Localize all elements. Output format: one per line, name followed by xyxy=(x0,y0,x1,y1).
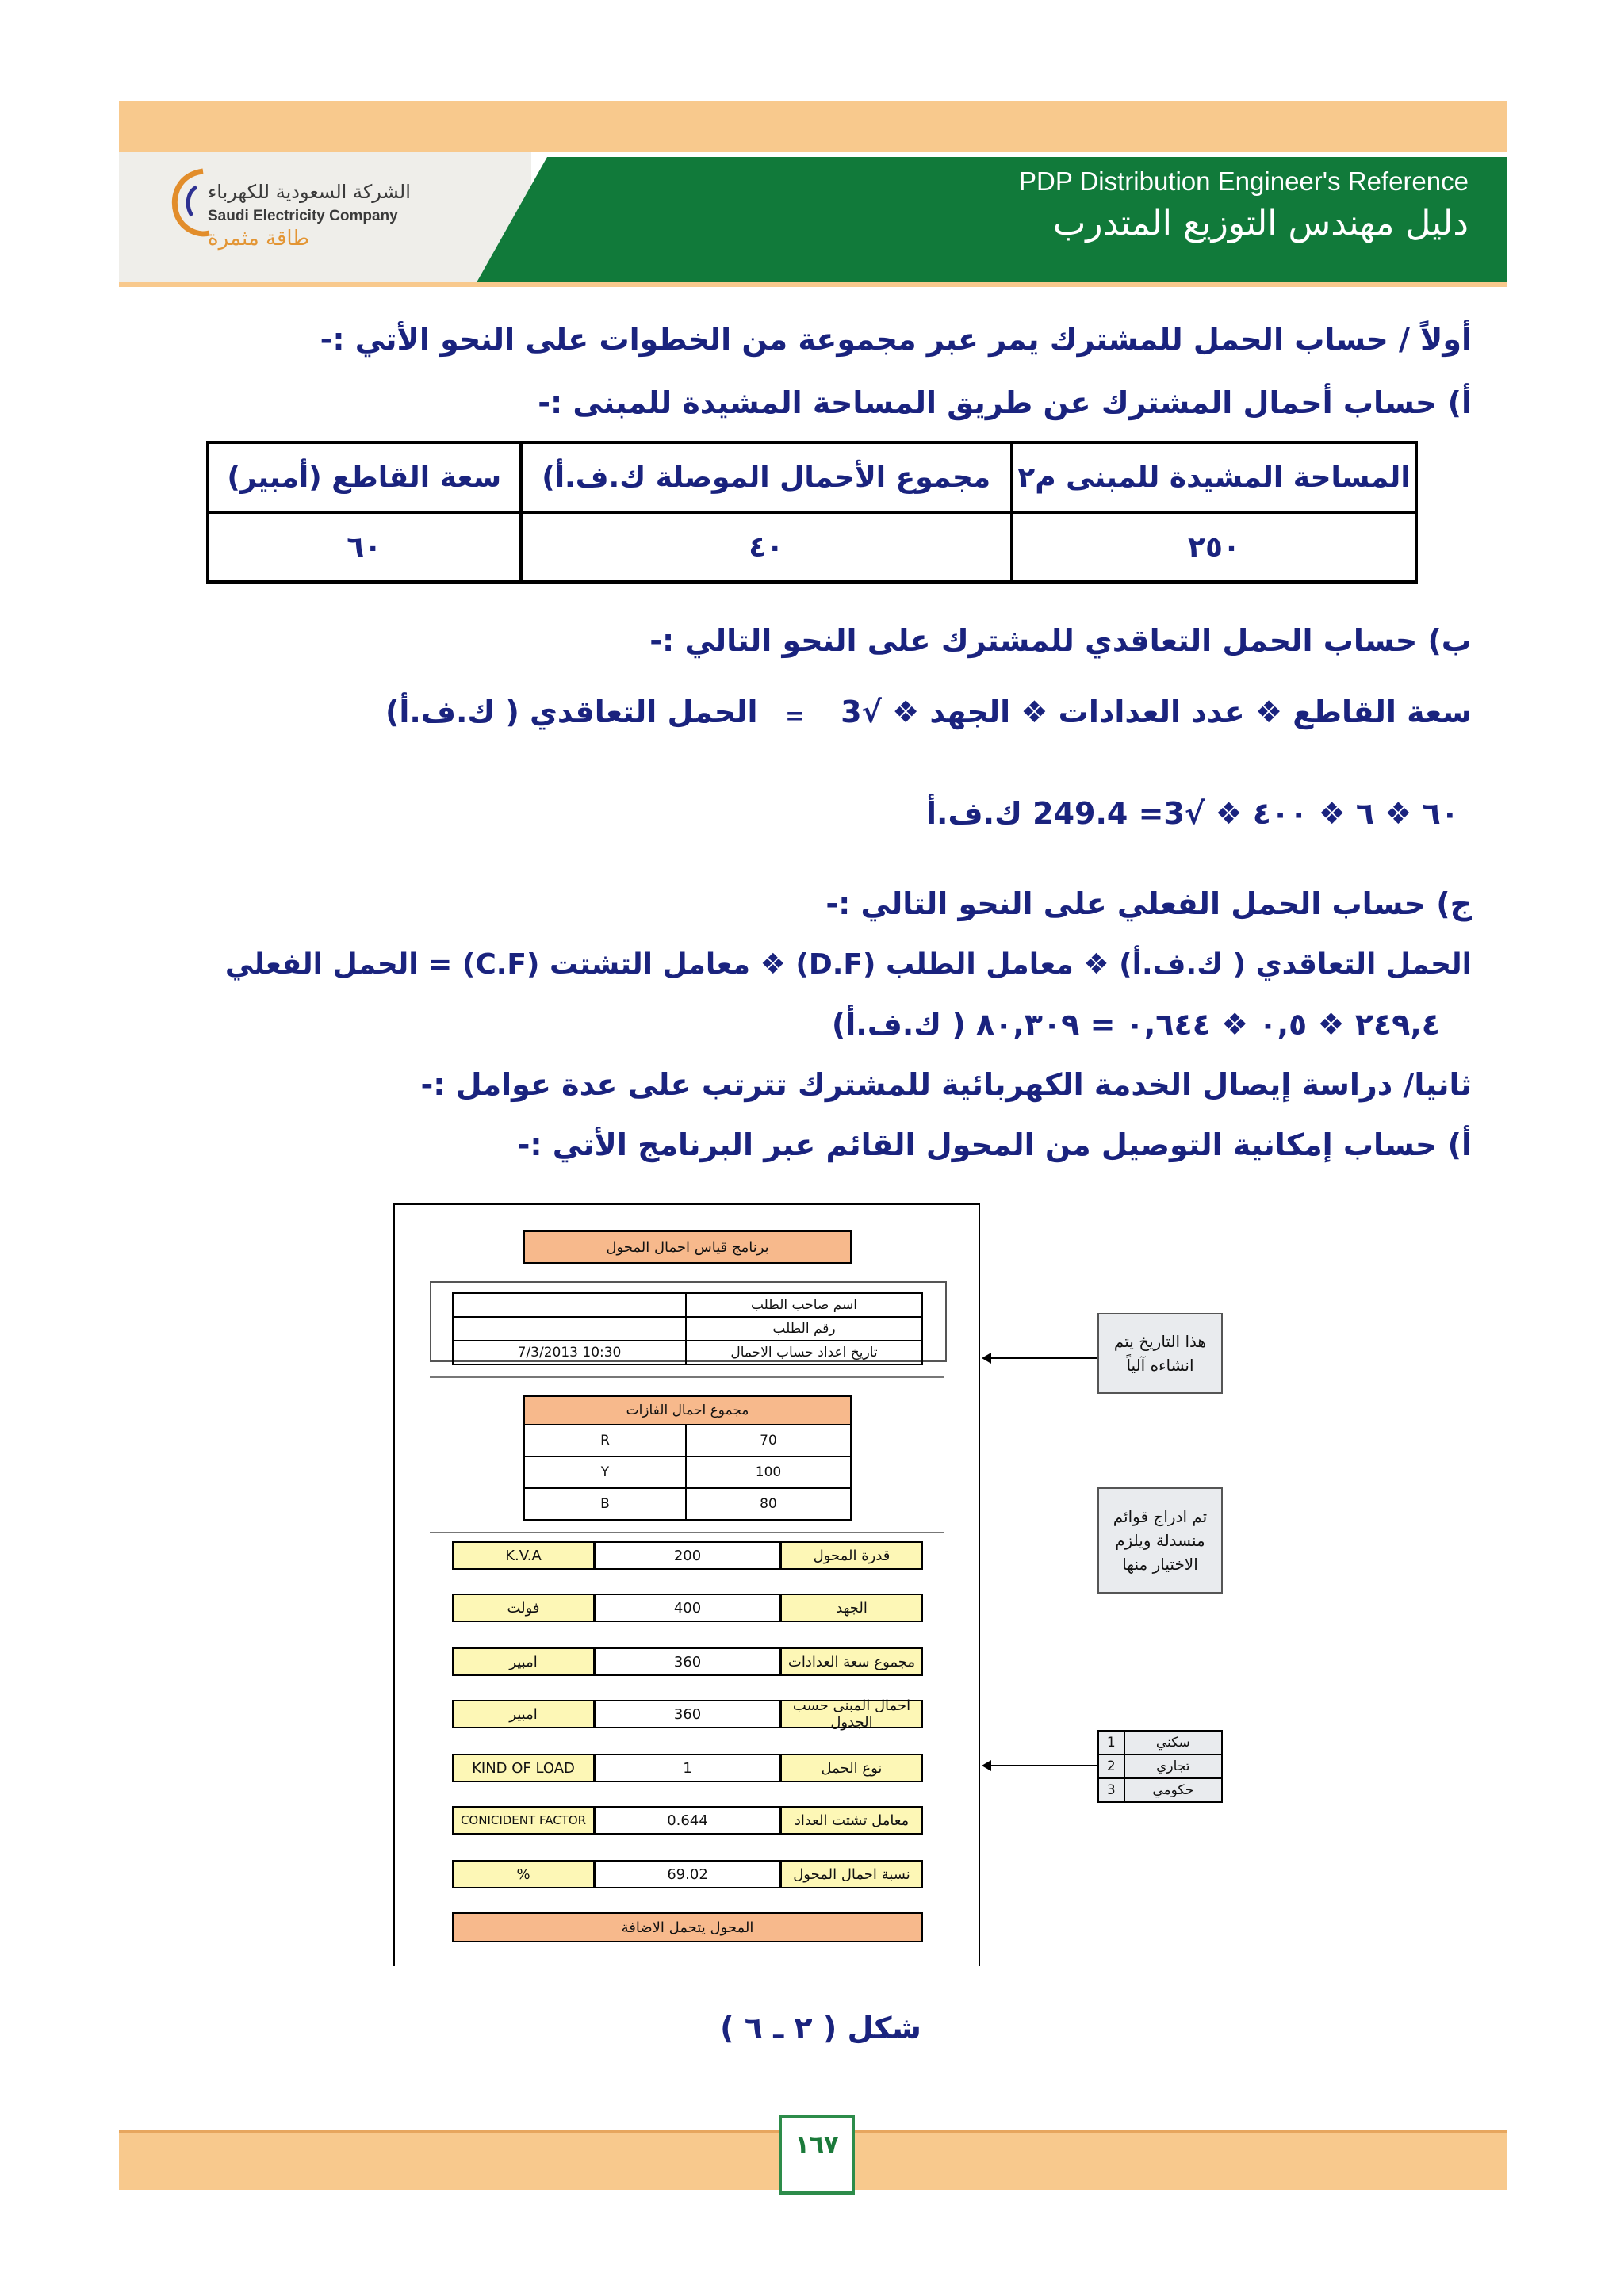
phase-b-value[interactable]: 80 xyxy=(686,1488,851,1520)
coincident-factor-value[interactable]: 0.644 xyxy=(595,1806,780,1835)
request-number-field[interactable] xyxy=(453,1317,686,1341)
table-row xyxy=(453,1317,922,1341)
table-row xyxy=(524,1488,851,1520)
header-top-band xyxy=(119,101,1507,152)
building-load-value[interactable]: 360 xyxy=(595,1700,780,1728)
load-types-list xyxy=(1097,1730,1223,1803)
phases-title: مجموع احمال الفازات xyxy=(524,1396,851,1425)
request-info-table xyxy=(452,1292,923,1365)
table-row xyxy=(208,512,1416,582)
requester-name-field[interactable] xyxy=(453,1293,686,1317)
row-label: مجموع سعة العدادات xyxy=(780,1647,923,1676)
formula-actual: الحمل التعاقدي ( ك.ف.أ) ❖ معامل الطلب (D.F) ❖ معامل التشتت (C.F) = الحمل الفعلي xyxy=(224,948,1472,981)
program-title: برنامج قياس احمال المحول xyxy=(523,1230,852,1264)
step-c-heading: ج) حساب الحمل الفعلي على النحو التالي :- xyxy=(825,886,1472,921)
header-area: المساحة المشيدة للمبنى م٢ xyxy=(1012,442,1416,512)
phase-r-value[interactable]: 70 xyxy=(686,1425,851,1456)
logo-name-en: Saudi Electricity Company xyxy=(208,208,398,224)
formula-actual-calc: ٢٤٩,٤ ❖ ٠,٥ ❖ ٠,٦٤٤ = ٨٠,٣٠٩ ( ك.ف.أ) xyxy=(831,1007,1440,1042)
list-item[interactable] xyxy=(1098,1755,1222,1778)
formula-contract-calc: ٦٠ ❖ ٦ ❖ ٤٠٠ ❖ √3= 249.4 ك.ف.أ xyxy=(926,796,1459,831)
load-type-number: 2 xyxy=(1098,1755,1124,1778)
table-header-row xyxy=(524,1396,851,1425)
row-label: قدرة المحول xyxy=(780,1541,923,1570)
request-number-label: رقم الطلب xyxy=(686,1317,922,1341)
transformer-load-program-figure xyxy=(393,1203,980,1966)
table-row xyxy=(524,1425,851,1456)
load-type-number: 3 xyxy=(1098,1778,1124,1802)
value-area: ٢٥٠ xyxy=(1012,512,1416,582)
second-a-heading: أ) حساب إمكانية التوصيل من المحول القائم عبر البرنامج الأتي :- xyxy=(517,1127,1472,1162)
phase-loads-table xyxy=(523,1395,852,1521)
list-item[interactable] xyxy=(1098,1731,1222,1755)
phase-r-label: R xyxy=(524,1425,686,1456)
header-breaker: سعة القاطع (أمبير) xyxy=(208,442,521,512)
formula-contract-right: الحمل التعاقدي ( ك.ف.أ) xyxy=(385,695,758,729)
table-row xyxy=(453,1341,922,1364)
logo-tagline: طاقة مثمرة xyxy=(208,227,310,251)
phase-y-value[interactable]: 100 xyxy=(686,1456,851,1488)
transformer-load-percent: 69.02 xyxy=(595,1860,780,1888)
row-unit: KIND OF LOAD xyxy=(452,1754,595,1782)
header-title-en: PDP Distribution Engineer's Reference xyxy=(1019,166,1469,196)
phase-y-label: Y xyxy=(524,1456,686,1488)
result-banner: المحول يتحمل الاضافة xyxy=(452,1912,923,1942)
formula-contract-left: سعة القاطع ❖ عدد العدادات ❖ الجهد ❖ √3 xyxy=(841,695,1472,729)
step-a-heading: أ) حساب أحمال المشترك عن طريق المساحة المشيدة للمبنى :- xyxy=(538,385,1472,420)
section-first-heading: أولاً / حساب الحمل للمشترك يمر عبر مجموعة من الخطوات على النحو الأتي :- xyxy=(320,322,1472,357)
load-type-name: حكومي xyxy=(1124,1778,1222,1802)
row-label: احمال المبنى حسب الجدول xyxy=(780,1700,923,1728)
callout-auto-date: هذا التاريخ يتم انشاءه آلياً xyxy=(1097,1313,1223,1394)
table-row xyxy=(524,1456,851,1488)
row-label: معامل تشتت العداد xyxy=(780,1806,923,1835)
voltage-value[interactable]: 400 xyxy=(595,1594,780,1622)
area-load-table xyxy=(206,441,1418,584)
prep-date-field: 7/3/2013 10:30 xyxy=(453,1341,686,1364)
table-row xyxy=(453,1293,922,1317)
value-total-load: ٤٠ xyxy=(521,512,1012,582)
value-breaker: ٦٠ xyxy=(208,512,521,582)
row-label: نوع الحمل xyxy=(780,1754,923,1782)
page-number: ١٦٧ xyxy=(795,2131,839,2159)
list-item[interactable] xyxy=(1098,1778,1222,1802)
row-label: نسبة احمال المحول xyxy=(780,1860,923,1888)
step-b-heading: ب) حساب الحمل التعاقدي للمشترك على النحو التالي :- xyxy=(649,623,1472,658)
row-label: الجهد xyxy=(780,1594,923,1622)
header-divider xyxy=(119,282,1507,287)
load-type-name: تجاري xyxy=(1124,1755,1222,1778)
header-title-ar: دليل مهندس التوزيع المتدرب xyxy=(1052,203,1469,243)
phase-b-label: B xyxy=(524,1488,686,1520)
header-total-load: مجموع الأحمال الموصلة ك.ف.أ) xyxy=(521,442,1012,512)
logo-name-ar: الشركة السعودية للكهرباء xyxy=(208,181,411,203)
load-type-name: سكني xyxy=(1124,1731,1222,1755)
row-unit: فولت xyxy=(452,1594,595,1622)
figure-caption: شكل ( ٢ ـ ٦ ) xyxy=(720,2011,921,2045)
arrow-icon xyxy=(983,1357,1097,1359)
table-header-row xyxy=(208,442,1416,512)
row-unit: امبير xyxy=(452,1647,595,1676)
section-second-heading: ثانيا/ دراسة إيصال الخدمة الكهربائية للمشترك تترتب على عدة عوامل :- xyxy=(420,1067,1472,1102)
row-unit: K.V.A xyxy=(452,1541,595,1570)
arrow-icon xyxy=(983,1765,1097,1766)
sec-logo-icon xyxy=(165,163,213,243)
row-unit: % xyxy=(452,1860,595,1888)
transformer-capacity-value[interactable]: 200 xyxy=(595,1541,780,1570)
load-type-number: 1 xyxy=(1098,1731,1124,1755)
requester-name-label: اسم صاحب الطلب xyxy=(686,1293,922,1317)
formula-contract-eq: = xyxy=(785,702,806,730)
meters-capacity-value[interactable]: 360 xyxy=(595,1647,780,1676)
row-unit: امبير xyxy=(452,1700,595,1728)
prep-date-label: تاريخ اعداد حساب الاحمال xyxy=(686,1341,922,1364)
callout-dropdowns: تم ادراج قوائم منسدلة ويلزم الاختيار منها xyxy=(1097,1487,1223,1594)
row-unit: CONICIDENT FACTOR xyxy=(452,1806,595,1835)
load-kind-dropdown[interactable]: 1 xyxy=(595,1754,780,1782)
